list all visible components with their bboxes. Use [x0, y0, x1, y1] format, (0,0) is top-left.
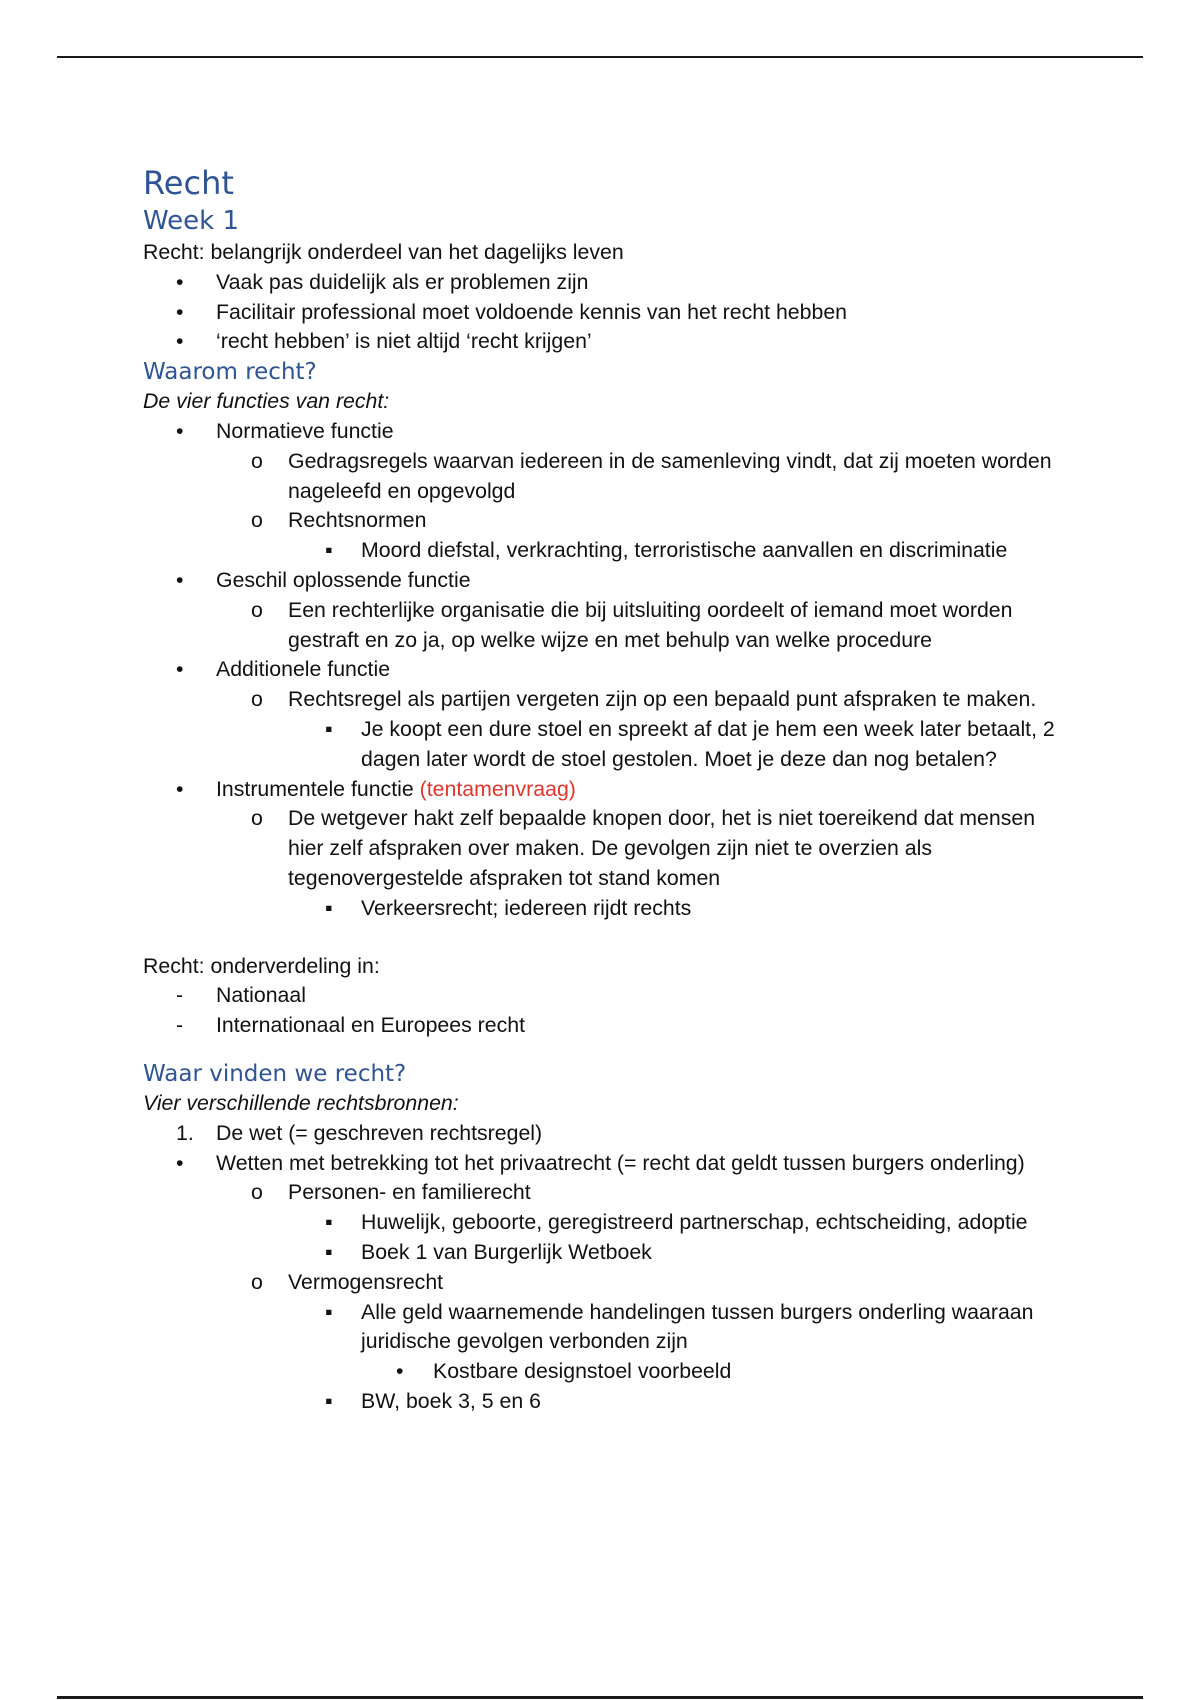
document-body	[143, 162, 1063, 1417]
exam-question-tag: (tentamenvraag)	[419, 776, 576, 801]
list-item: o Een rechterlijke organisatie die bij uitsluiting oordeelt of iemand moet worden gestraft en zo ja, op welke wijze en met behulp van welke procedure	[251, 597, 1013, 652]
section-heading-vinden: Waar vinden we recht?	[143, 1060, 407, 1087]
list-item: • Wetten met betrekking tot het privaatrecht (= recht dat geldt tussen burgers onderling)	[143, 1149, 1063, 1179]
list-item: - Nationaal	[143, 981, 1063, 1011]
bullet-icon: •	[396, 1359, 404, 1384]
list-item: • Facilitair professional moet voldoende kennis van het recht hebben	[143, 298, 1063, 328]
list-item: ▪ Huwelijk, geboorte, geregistreerd partnerschap, echtscheiding, adoptie	[143, 1208, 1063, 1238]
number-marker: 1.	[176, 1120, 194, 1145]
header-rule	[57, 56, 1143, 58]
circle-bullet-icon: o	[251, 687, 263, 712]
list-item: - Internationaal en Europees recht	[143, 1011, 1063, 1041]
list-item: ▪ Moord diefstal, verkrachting, terroristische aanvallen en discriminatie	[143, 536, 1063, 566]
section-subtitle: De vier functies van recht:	[143, 389, 390, 414]
list-item: o Vermogensrecht	[143, 1268, 1063, 1298]
list-item: ▪ BW, boek 3, 5 en 6	[143, 1387, 1063, 1417]
list-item: ▪ Je koopt een dure stoel en spreekt af dat je hem een week later betaalt, 2 dagen later wordt de stoel gestolen. Moet je deze dan nog betalen?	[325, 716, 1055, 771]
bullet-icon: •	[176, 269, 184, 294]
square-bullet-icon: ▪	[325, 716, 333, 741]
circle-bullet-icon: o	[251, 806, 263, 831]
list-item: • Geschil oplossende functie	[143, 566, 1063, 596]
list-item: • Vaak pas duidelijk als er problemen zijn	[143, 268, 1063, 298]
dash-bullet-icon: -	[176, 1013, 184, 1038]
list-item: • Normatieve functie	[143, 417, 1063, 447]
square-bullet-icon: ▪	[325, 538, 333, 563]
list-item: o Rechtsregel als partijen vergeten zijn op een bepaald punt afspraken te maken.	[143, 685, 1063, 715]
week-heading: Week 1	[143, 206, 240, 236]
circle-bullet-icon: o	[251, 1180, 263, 1205]
square-bullet-icon: ▪	[325, 1388, 333, 1413]
circle-bullet-icon: o	[251, 448, 263, 473]
list-item: o Gedragsregels waarvan iedereen in de samenleving vindt, dat zij moeten worden nageleefd en opgevolgd	[251, 448, 1052, 503]
bullet-icon: •	[176, 657, 184, 682]
list-item: ▪ Alle geld waarnemende handelingen tussen burgers onderling waaraan juridische gevolgen verbonden zijn	[325, 1299, 1034, 1354]
bullet-icon: •	[176, 329, 184, 354]
onderverdeling-text: Recht: onderverdeling in:	[143, 953, 380, 978]
bullet-icon: •	[176, 299, 184, 324]
bullet-icon: •	[176, 418, 184, 443]
circle-bullet-icon: o	[251, 1269, 263, 1294]
list-item: 1. De wet (= geschreven rechtsregel)	[143, 1119, 1063, 1149]
page-title: Recht	[143, 164, 234, 202]
section-subtitle: Vier verschillende rechtsbronnen:	[143, 1090, 459, 1115]
list-item: o Rechtsnormen	[143, 506, 1063, 536]
list-item: o De wetgever hakt zelf bepaalde knopen door, het is niet toereikend dat mensen hier zelf afspraken over maken. De gevolgen zijn niet te overzien als tegenovergestelde afspraken tot stand komen	[251, 806, 1036, 890]
square-bullet-icon: ▪	[325, 895, 333, 920]
bullet-icon: •	[176, 776, 184, 801]
list-item: • ‘recht hebben’ is niet altijd ‘recht krijgen’	[143, 327, 1063, 357]
circle-bullet-icon: o	[251, 508, 263, 533]
intro-text: Recht: belangrijk onderdeel van het dagelijks leven	[143, 240, 624, 264]
list-item: • Kostbare designstoel voorbeeld	[143, 1357, 1063, 1387]
bullet-icon: •	[176, 1150, 184, 1175]
circle-bullet-icon: o	[251, 597, 263, 622]
square-bullet-icon: ▪	[325, 1299, 333, 1324]
list-item: ▪ Verkeersrecht; iedereen rijdt rechts	[143, 894, 1063, 924]
footer-rule	[57, 1696, 1143, 1699]
square-bullet-icon: ▪	[325, 1239, 333, 1264]
section-heading-waarom: Waarom recht?	[143, 359, 317, 386]
square-bullet-icon: ▪	[325, 1210, 333, 1235]
list-item: ▪ Boek 1 van Burgerlijk Wetboek	[143, 1238, 1063, 1268]
list-item: • Instrumentele functie (tentamenvraag)	[143, 775, 1063, 805]
list-item: • Additionele functie	[143, 655, 1063, 685]
list-item: o Personen- en familierecht	[143, 1178, 1063, 1208]
dash-bullet-icon: -	[176, 983, 184, 1008]
bullet-icon: •	[176, 567, 184, 592]
